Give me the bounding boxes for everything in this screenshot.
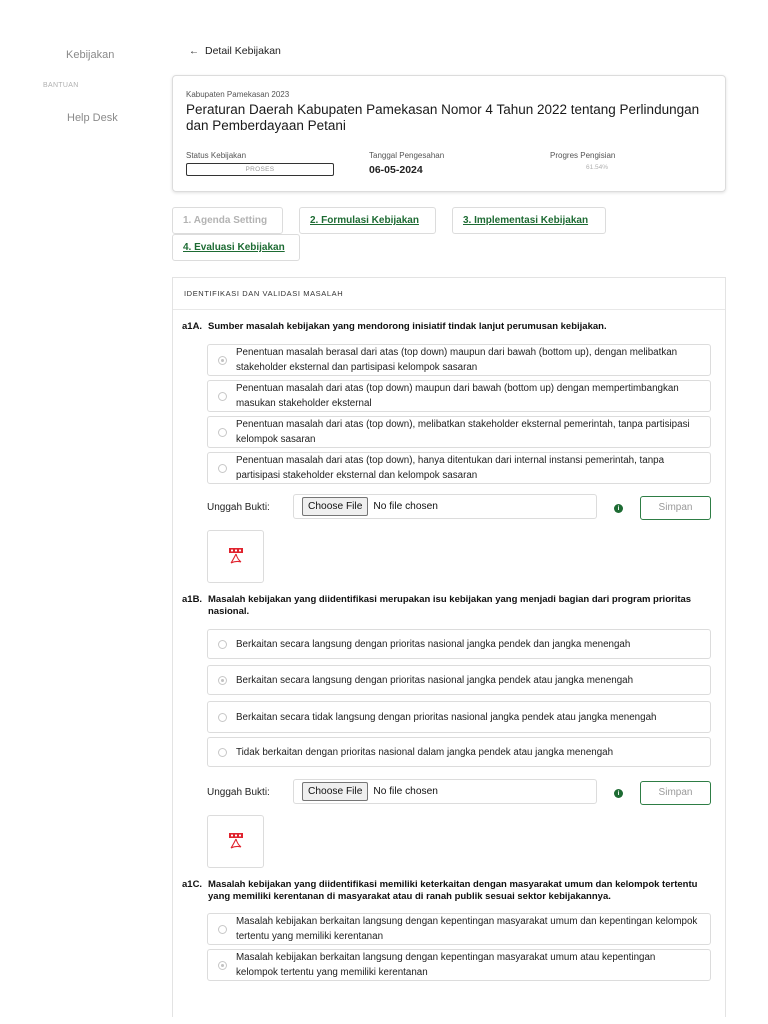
upload-label: Unggah Bukti: xyxy=(207,502,270,513)
file-status: No file chosen xyxy=(373,501,438,512)
info-icon[interactable]: i xyxy=(614,504,623,513)
file-status: No file chosen xyxy=(373,786,438,797)
arrow-left-icon: ← xyxy=(189,45,199,57)
divider xyxy=(173,309,725,310)
tab-agenda-setting[interactable]: 1. Agenda Setting xyxy=(172,207,283,234)
option-label: Penentuan masalah dari atas (top down) maupun dari bawah (bottom up) dengan mempertimbangkan masukan stakeholder eksternal xyxy=(236,383,679,409)
option-label: Berkaitan secara langsung dengan prioritas nasional jangka pendek atau jangka menengah xyxy=(236,674,634,686)
file-input[interactable] xyxy=(293,779,597,804)
tab-implementasi-kebijakan[interactable]: 3. Implementasi Kebijakan xyxy=(452,207,606,234)
policy-region-year: Kabupaten Pamekasan 2023 xyxy=(186,90,290,99)
option-a1a-3[interactable] xyxy=(207,416,711,448)
question-text: Sumber masalah kebijakan yang mendorong inisiatif tindak lanjut perumusan kebijakan. xyxy=(208,321,607,332)
save-button[interactable]: Simpan xyxy=(640,781,711,805)
question-number: a1B. xyxy=(182,594,203,605)
info-icon[interactable]: i xyxy=(614,789,623,798)
date-label: Tanggal Pengesahan xyxy=(369,151,445,160)
tab-formulasi-kebijakan[interactable]: 2. Formulasi Kebijakan xyxy=(299,207,436,234)
save-button[interactable]: Simpan xyxy=(640,496,711,520)
option-a1a-1[interactable] xyxy=(207,344,711,376)
progress-label: Progres Pengisian xyxy=(550,151,616,160)
option-a1b-1[interactable] xyxy=(207,629,711,659)
file-input[interactable] xyxy=(293,494,597,519)
back-link-label: Detail Kebijakan xyxy=(205,45,281,57)
option-label: Berkaitan secara langsung dengan prioritas nasional jangka pendek dan jangka menengah xyxy=(236,638,631,650)
pdf-icon xyxy=(228,548,244,566)
section-title: IDENTIFIKASI DAN VALIDASI MASALAH xyxy=(184,289,344,298)
upload-label: Unggah Bukti: xyxy=(207,787,270,798)
date-value: 06-05-2024 xyxy=(369,164,423,176)
status-badge: PROSES xyxy=(186,163,334,176)
question-text: Masalah kebijakan yang diidentifikasi memiliki keterkaitan dengan masyarakat umum dan kelompok tertentu yang memiliki kerentanan di masyarakat atau di ranah publik sesuai sektor kebijakannya. xyxy=(208,879,698,902)
option-a1c-1[interactable] xyxy=(207,913,711,945)
option-label: Penentuan masalah dari atas (top down), melibatkan stakeholder eksternal pemerintah, tanpa partisipasi kelompok sasaran xyxy=(236,419,690,445)
choose-file-button[interactable]: Choose File xyxy=(302,782,368,801)
policy-title: Peraturan Daerah Kabupaten Pamekasan Nomor 4 Tahun 2022 tentang Perlindungan dan Pemberdayaan Petani xyxy=(186,102,700,133)
radio-icon[interactable] xyxy=(218,392,227,401)
option-label: Tidak berkaitan dengan prioritas nasional dalam jangka pendek atau jangka menengah xyxy=(236,746,614,758)
option-label: Masalah kebijakan berkaitan langsung dengan kepentingan masyarakat umum dan kepentingan kelompok tertentu yang memiliki kerentanan xyxy=(236,916,698,942)
option-label: Penentuan masalah berasal dari atas (top down) maupun dari bawah (bottom up), dengan melibatkan stakeholder eksternal dan partisipasi kelompok sasaran xyxy=(236,347,678,373)
option-a1a-4[interactable] xyxy=(207,452,711,484)
radio-selected-icon[interactable] xyxy=(218,961,227,970)
option-label: Penentuan masalah dari atas (top down), hanya ditentukan dari internal instansi pemerintah, tanpa partisipasi stakeholder eksternal dan kelompok sasaran xyxy=(236,455,665,481)
policy-card xyxy=(172,75,726,192)
question-a1b xyxy=(182,594,712,618)
radio-selected-icon[interactable] xyxy=(218,676,227,685)
question-number: a1C. xyxy=(182,879,203,890)
option-a1b-4[interactable] xyxy=(207,737,711,767)
sidebar-item-help-desk[interactable]: Help Desk xyxy=(67,112,118,124)
radio-selected-icon[interactable] xyxy=(218,356,227,365)
back-link[interactable] xyxy=(189,45,281,57)
radio-icon[interactable] xyxy=(218,640,227,649)
option-label: Masalah kebijakan berkaitan langsung dengan kepentingan masyarakat umum atau kepentingan kelompok tertentu yang memiliki kerentanan xyxy=(236,952,656,978)
option-a1a-2[interactable] xyxy=(207,380,711,412)
option-a1b-3[interactable] xyxy=(207,701,711,733)
status-label: Status Kebijakan xyxy=(186,151,247,160)
pdf-file-thumbnail[interactable] xyxy=(207,530,264,583)
radio-icon[interactable] xyxy=(218,748,227,757)
sidebar xyxy=(0,0,170,1024)
pdf-file-thumbnail[interactable] xyxy=(207,815,264,868)
option-a1b-2[interactable] xyxy=(207,665,711,695)
pdf-icon xyxy=(228,833,244,851)
progress-value: 61.54% xyxy=(586,164,609,171)
radio-icon[interactable] xyxy=(218,428,227,437)
question-text: Masalah kebijakan yang diidentifikasi merupakan isu kebijakan yang menjadi bagian dari program prioritas nasional. xyxy=(208,594,692,617)
radio-icon[interactable] xyxy=(218,464,227,473)
radio-icon[interactable] xyxy=(218,713,227,722)
radio-icon[interactable] xyxy=(218,925,227,934)
question-number: a1A. xyxy=(182,321,203,332)
choose-file-button[interactable]: Choose File xyxy=(302,497,368,516)
question-a1a xyxy=(182,321,712,333)
tab-evaluasi-kebijakan[interactable]: 4. Evaluasi Kebijakan xyxy=(172,234,300,261)
sidebar-item-kebijakan[interactable]: Kebijakan xyxy=(66,49,115,61)
option-a1c-2[interactable] xyxy=(207,949,711,981)
question-a1c xyxy=(182,879,712,903)
sidebar-section-bantuan: BANTUAN xyxy=(43,82,79,89)
option-label: Berkaitan secara tidak langsung dengan prioritas nasional jangka pendek atau jangka menengah xyxy=(236,711,657,723)
